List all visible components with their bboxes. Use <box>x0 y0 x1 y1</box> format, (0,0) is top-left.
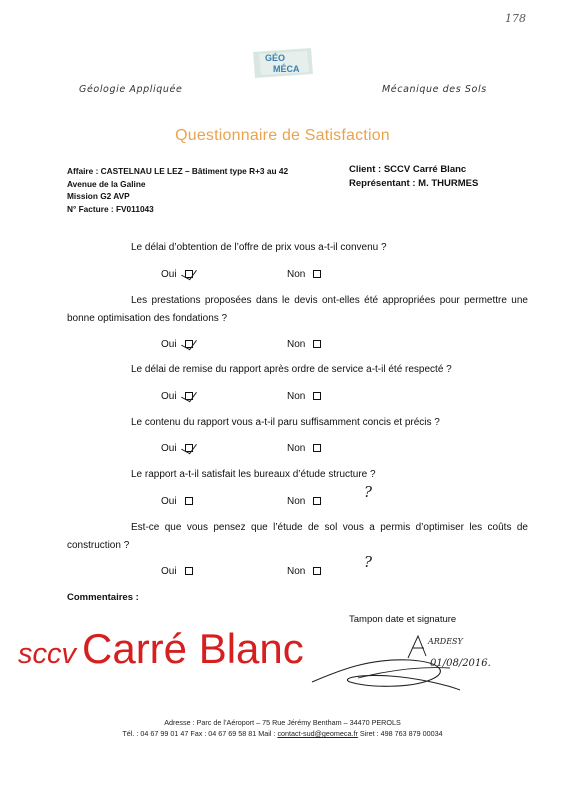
client-info <box>349 163 478 191</box>
logo-text-geo: GÉO <box>265 53 286 63</box>
stamp-name: Carré Blanc <box>82 625 304 672</box>
handwritten-signature <box>300 630 530 700</box>
yes-label: Oui <box>161 269 177 280</box>
question-3: Le délai de remise du rapport après ordre de service a-t-il été respecté ? <box>131 364 452 375</box>
q5-no-option[interactable] <box>287 496 321 507</box>
logo-text-meca: MÉCA <box>273 64 300 74</box>
company-stamp <box>18 625 304 672</box>
yes-label: Oui <box>161 496 177 507</box>
q4-no-checkbox[interactable] <box>313 444 321 452</box>
affair-line: Mission G2 AVP <box>67 191 130 201</box>
yes-label: Oui <box>161 391 177 402</box>
footer-phone-fax: Tél. : 04 67 99 01 47 Fax : 04 67 69 58 81 Mail : <box>122 729 278 738</box>
q1-yes-checkbox[interactable] <box>185 270 193 278</box>
footer-email-link[interactable]: contact-sud@geomeca.fr <box>277 729 358 738</box>
q4-no-option[interactable] <box>287 443 321 454</box>
question-5: Le rapport a-t-il satisfait les bureaux d’étude structure ? <box>131 469 376 480</box>
no-label: Non <box>287 443 306 454</box>
q1-no-checkbox[interactable] <box>313 270 321 278</box>
q6-question-mark: ? <box>364 553 373 571</box>
q3-yes-checkbox[interactable] <box>185 392 193 400</box>
tagline-geology: Géologie Appliquée <box>79 84 183 95</box>
footer-contact <box>0 728 565 739</box>
q6-no-option[interactable] <box>287 566 321 577</box>
q1-yes-option[interactable] <box>161 269 193 280</box>
no-label: Non <box>287 391 306 402</box>
q2-no-option[interactable] <box>287 339 321 350</box>
no-label: Non <box>287 566 306 577</box>
signature-name: ARDESY <box>428 637 463 646</box>
document-title: Questionnaire de Satisfaction <box>175 127 390 144</box>
q2-yes-checkbox[interactable] <box>185 340 193 348</box>
geomeca-logo <box>251 48 315 78</box>
affair-info <box>67 165 288 215</box>
q5-question-mark: ? <box>364 483 373 501</box>
q5-no-checkbox[interactable] <box>313 497 321 505</box>
q4-yes-checkbox[interactable] <box>185 444 193 452</box>
tagline-soil-mechanics: Mécanique des Sols <box>382 84 487 95</box>
no-label: Non <box>287 496 306 507</box>
client-representative: Représentant : M. THURMES <box>349 178 479 189</box>
signature-date: 01/08/2016. <box>430 658 491 669</box>
stamp-label: Tampon date et signature <box>349 614 457 625</box>
q6-yes-checkbox[interactable] <box>185 567 193 575</box>
question-2: Les prestations proposées dans le devis ont-elles été appropriées pour permettre une bonne optimisation des fondations ? <box>67 295 528 324</box>
q2-no-checkbox[interactable] <box>313 340 321 348</box>
q3-no-checkbox[interactable] <box>313 392 321 400</box>
question-1: Le délai d’obtention de l’offre de prix vous a-t-il convenu ? <box>131 242 387 253</box>
q2-yes-option[interactable] <box>161 339 193 350</box>
yes-label: Oui <box>161 566 177 577</box>
no-label: Non <box>287 269 306 280</box>
q4-yes-option[interactable] <box>161 443 193 454</box>
affair-line: Affaire : CASTELNAU LE LEZ – Bâtiment type R+3 au 42 <box>67 166 289 176</box>
q5-yes-option[interactable] <box>161 496 193 507</box>
question-6: Est-ce que vous pensez que l’étude de sol vous a permis d’optimiser les coûts de construction ? <box>67 522 528 551</box>
yes-label: Oui <box>161 443 177 454</box>
no-label: Non <box>287 339 306 350</box>
q6-yes-option[interactable] <box>161 566 193 577</box>
question-4: Le contenu du rapport vous a-t-il paru suffisamment concis et précis ? <box>131 417 440 428</box>
q6-no-checkbox[interactable] <box>313 567 321 575</box>
stamp-prefix: sccv <box>18 638 76 670</box>
q1-no-option[interactable] <box>287 269 321 280</box>
q5-yes-checkbox[interactable] <box>185 497 193 505</box>
q3-no-option[interactable] <box>287 391 321 402</box>
page-number: 178 <box>505 12 526 25</box>
invoice-number: N° Facture : FV011043 <box>67 203 154 214</box>
q3-yes-option[interactable] <box>161 391 193 402</box>
affair-line: Avenue de la Galine <box>67 178 146 189</box>
comments-label: Commentaires : <box>67 592 139 603</box>
yes-label: Oui <box>161 339 177 350</box>
footer-address: Adresse : Parc de l’Aéroport – 75 Rue Jérémy Bentham – 34470 PEROLS <box>164 718 401 727</box>
footer-siret: Siret : 498 763 879 00034 <box>357 729 443 738</box>
client-name: Client : SCCV Carré Blanc <box>349 164 467 175</box>
